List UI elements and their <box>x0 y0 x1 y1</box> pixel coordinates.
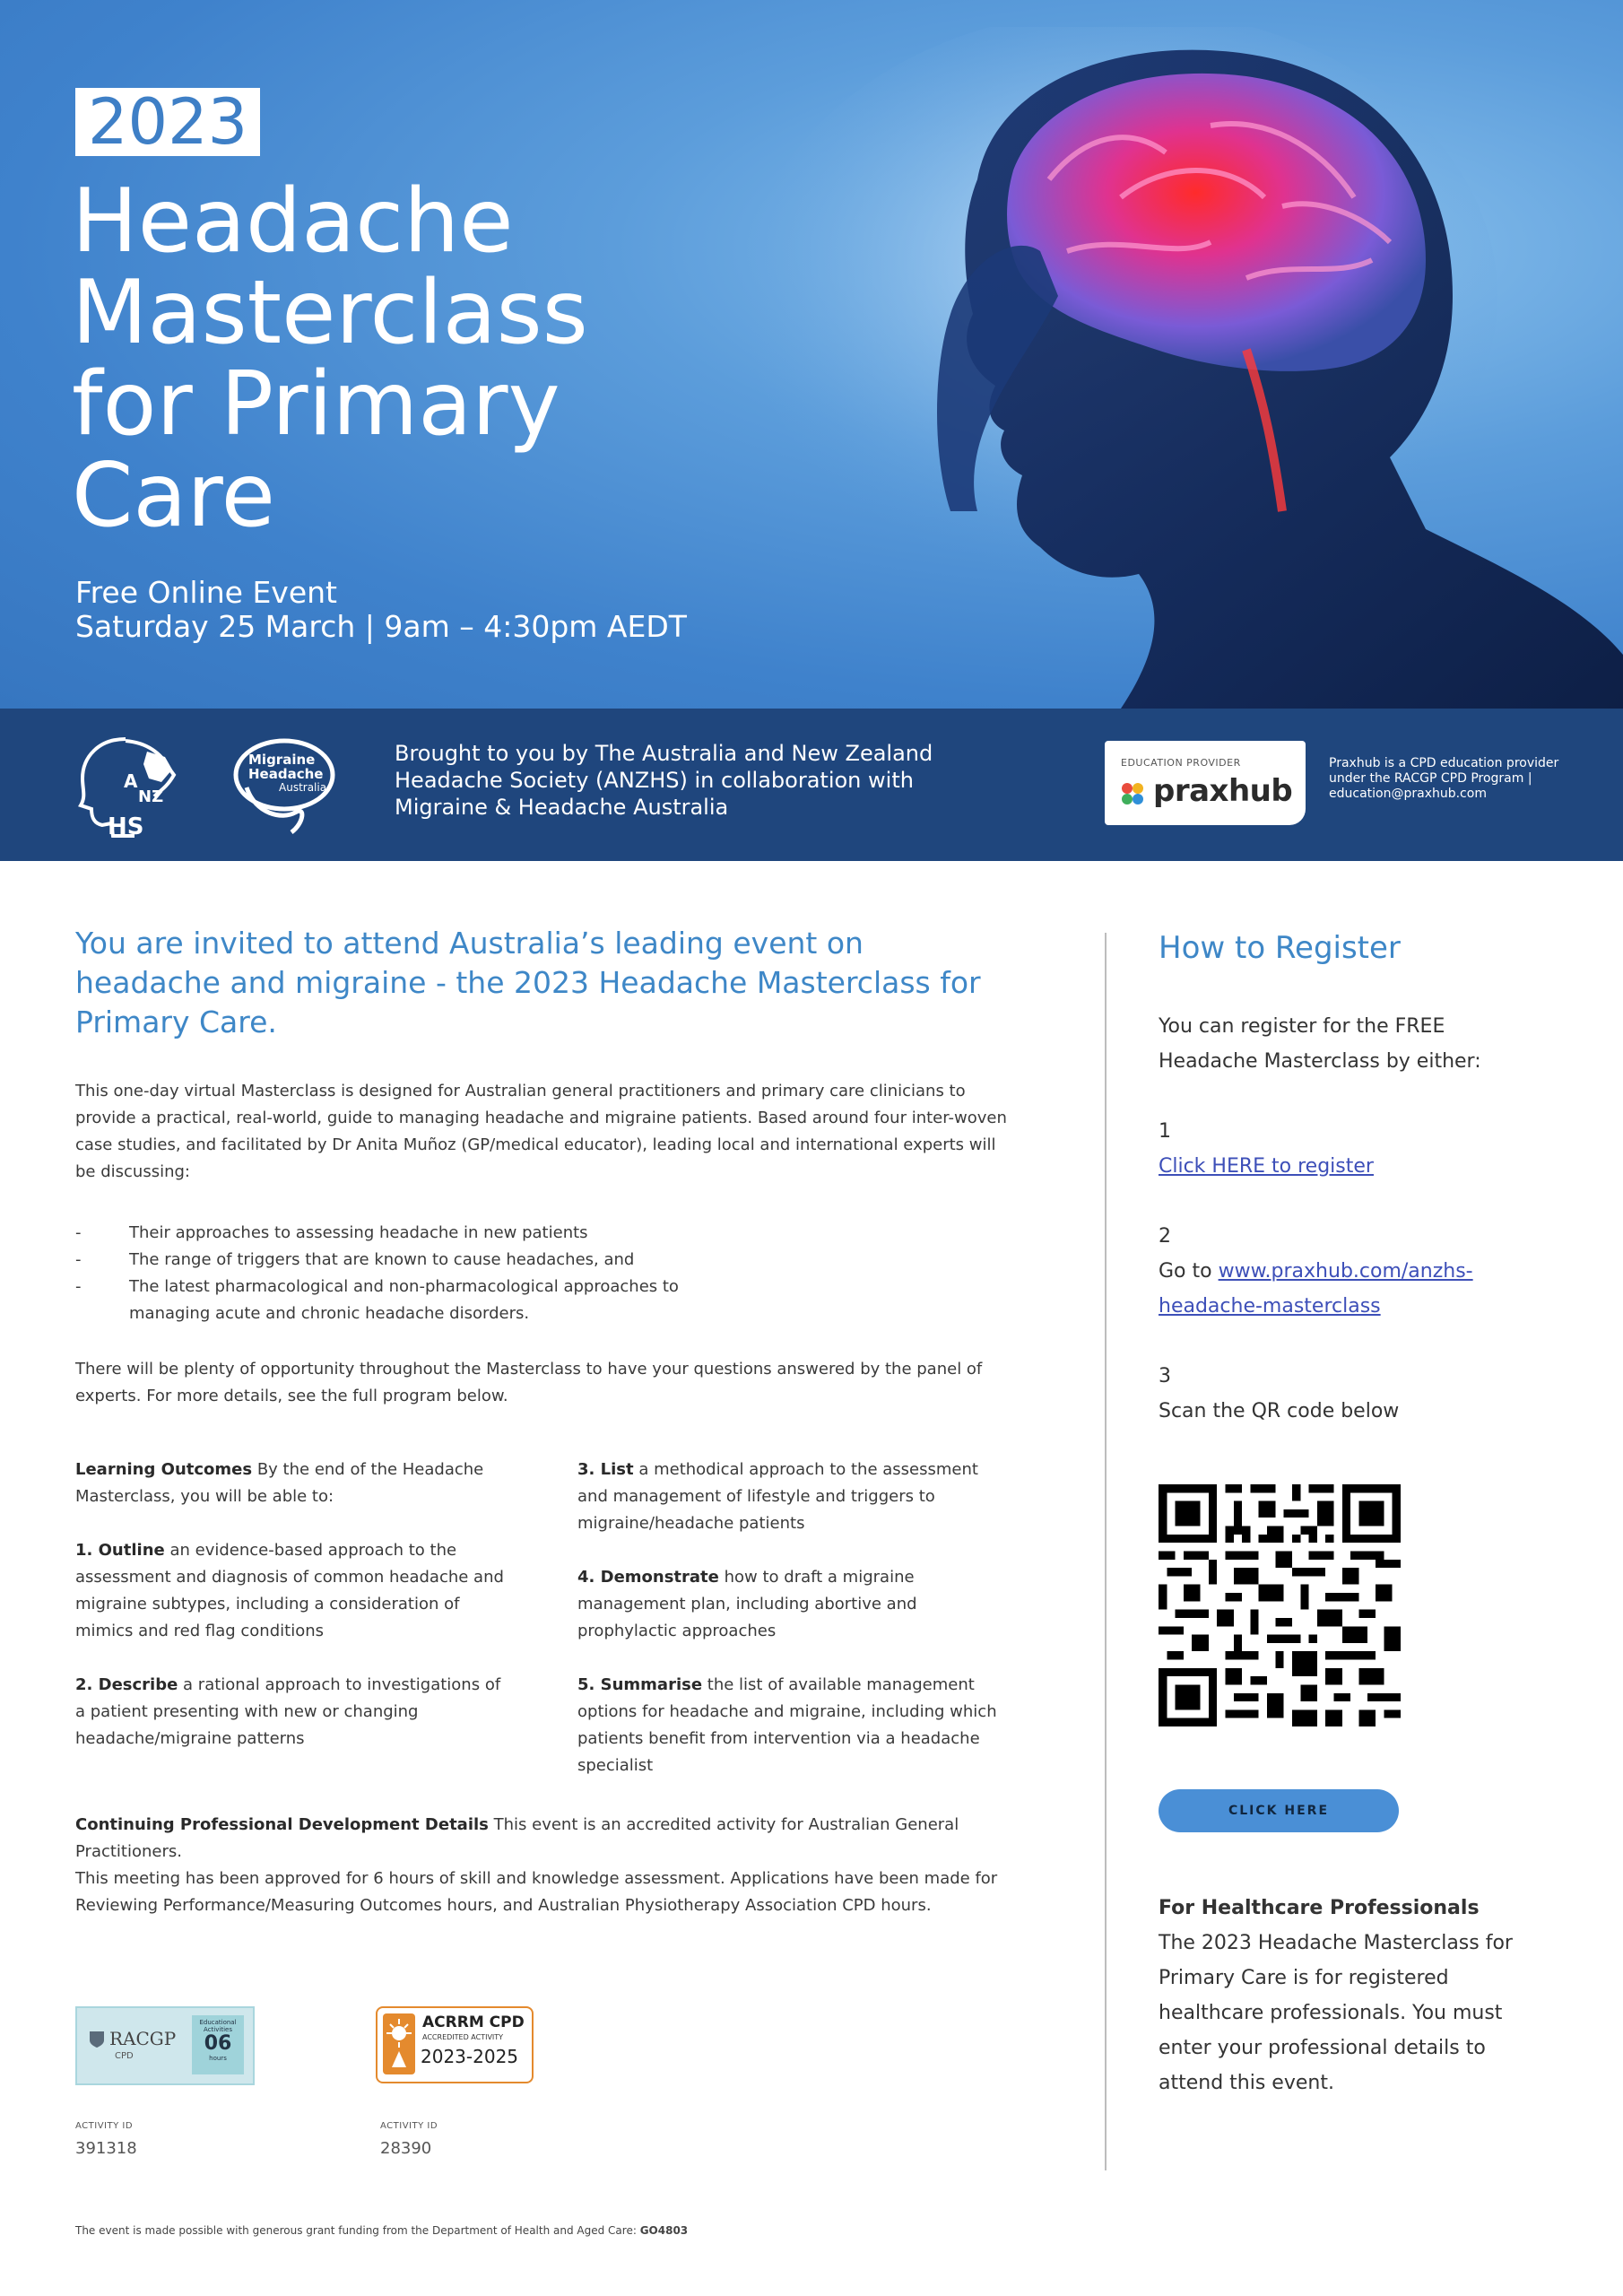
invitation-heading: You are invited to attend Australia’s leading event on headache and migraine - the 2023 Headache Masterclass for Primary Care. <box>75 926 981 1039</box>
option-1-number: 1 <box>1159 1120 1171 1143</box>
racgp-cpd-label: CPD <box>115 2051 134 2061</box>
svg-text:A: A <box>124 770 138 792</box>
cpd-approval-text: This meeting has been approved for 6 hours of skill and knowledge assessment. Applications have been made for Reviewing Performance/Measuring Outcomes hours, and Australian Physiotherapy Association CPD hours. <box>75 1869 998 1915</box>
svg-text:Migraine: Migraine <box>248 752 316 768</box>
svg-text:NZ: NZ <box>138 787 164 806</box>
discussion-list <box>75 1220 757 1327</box>
acrrm-years: 2023-2025 <box>421 2046 519 2067</box>
acrrm-sun-icon <box>383 2013 415 2074</box>
grant-id: GO4803 <box>639 2224 689 2237</box>
event-date-time: Saturday 25 March | 9am – 4:30pm AEDT <box>75 609 687 644</box>
cpd-details: Continuing Professional Development Details This event is an accredited activity for Australian General Practitioners. <box>75 1815 959 1861</box>
acrrm-cpd-badge <box>376 2006 534 2083</box>
praxhub-url-link[interactable]: www.praxhub.com/anzhs-headache-masterclass <box>1159 1260 1473 1318</box>
event-details <box>75 576 687 644</box>
option-3-number: 3 <box>1159 1365 1171 1387</box>
praxhub-brand: praxhub <box>1153 773 1293 809</box>
outcomes-column-left <box>75 1457 515 1779</box>
outcome-2: 2. Describe a rational approach to investigations of a patient presenting with new or changing headache/migraine patterns <box>75 1675 501 1748</box>
funding-note: The event is made possible with generous grant funding from the Department of Health and Aged Care: GO4803 <box>75 2224 689 2237</box>
outcome-4: 4. Demonstrate how to draft a migraine management plan, including abortive and prophylactic approaches <box>577 1568 917 1640</box>
outcome-5: 5. Summarise the list of available management options for headache and migraine, including which patients benefit from intervention via a headache specialist <box>577 1675 997 1775</box>
svg-text:Australia: Australia <box>279 781 327 794</box>
racgp-crest-icon <box>86 2028 108 2049</box>
qr-code[interactable] <box>1159 1484 1401 1726</box>
racgp-brand: RACGP <box>109 2028 177 2049</box>
title-line-4: Care <box>72 445 275 547</box>
praxhub-note: Praxhub is a CPD education provider under the RACGP CPD Program | education@praxhub.com <box>1329 756 1559 801</box>
acrrm-title: ACRRM CPD <box>422 2013 525 2031</box>
register-here-link[interactable]: Click HERE to register <box>1159 1155 1374 1178</box>
option-3-text: Scan the QR code below <box>1159 1400 1400 1422</box>
racgp-activity-id: 391318 <box>75 2139 137 2158</box>
healthcare-professionals-heading: For Healthcare Professionals <box>1159 1897 1480 1919</box>
praxhub-logo-card <box>1105 741 1306 825</box>
cpd-heading: Continuing Professional Development Details <box>75 1815 489 1834</box>
hero-banner <box>0 0 1623 709</box>
title-line-3: for Primary <box>72 353 560 456</box>
outcome-1: 1. Outline an evidence-based approach to the assessment and diagnosis of common headache and migraine subtypes, including a consideration of mimics and red flag conditions <box>75 1541 504 1640</box>
outcomes-heading: Learning Outcomes <box>75 1460 253 1479</box>
year-badge: 2023 <box>75 88 260 156</box>
head-brain-illustration <box>744 27 1623 709</box>
event-type: Free Online Event <box>75 575 337 610</box>
intro-paragraph: This one-day virtual Masterclass is designed for Australian general practitioners and primary care clinicians to provide a practical, real-world, guide to managing headache and migraine patients. Based around four inter-woven case studies, and facilitated by Dr Anita Muñoz (GP/medical educator), leading local and international experts will be discussing: <box>75 1082 1007 1181</box>
outcome-3: 3. List a methodical approach to the assessment and management of lifestyle and triggers to migraine/headache patients <box>577 1460 978 1533</box>
racgp-hours-box: Educational Activities 06 hours <box>192 2015 244 2074</box>
anzhs-logo <box>72 734 188 839</box>
option-2-number: 2 <box>1159 1225 1171 1248</box>
svg-text:HS: HS <box>108 813 144 839</box>
column-divider <box>1105 933 1107 2170</box>
register-intro: You can register for the FREE Headache Masterclass by either: <box>1159 1015 1481 1073</box>
education-provider-label: EDUCATION PROVIDER <box>1121 757 1241 769</box>
page-title <box>72 170 717 547</box>
migraine-headache-australia-logo <box>229 734 345 839</box>
title-line-1: Headache <box>72 170 514 273</box>
list-item: - The range of triggers that are known to cause headaches, and <box>75 1247 757 1274</box>
outcomes-column-right <box>577 1457 1008 1806</box>
acrrm-activity-label: ACTIVITY ID <box>380 2121 438 2131</box>
register-heading: How to Register <box>1159 930 1401 966</box>
acrrm-activity-id: 28390 <box>380 2139 432 2158</box>
healthcare-professionals-text: The 2023 Headache Masterclass for Primary Care is for registered healthcare professionals. You must enter your professional details to attend this event. <box>1159 1932 1513 2094</box>
list-item: - Their approaches to assessing headache in new patients <box>75 1220 757 1247</box>
svg-text:Headache: Headache <box>248 766 324 782</box>
list-item: - The latest pharmacological and non-pharmacological approaches to managing acute and chronic headache disorders. <box>75 1274 757 1327</box>
racgp-activity-label: ACTIVITY ID <box>75 2121 134 2131</box>
collaboration-text: Brought to you by The Australia and New Zealand Headache Society (ANZHS) in collaboration with Migraine & Headache Australia <box>395 741 933 820</box>
option-2-text: Go to www.praxhub.com/anzhs-headache-masterclass <box>1159 1260 1473 1318</box>
racgp-hours: 06 <box>204 2032 232 2055</box>
acrrm-sub: ACCREDITED ACTIVITY <box>422 2033 504 2041</box>
title-line-2: Masterclass <box>72 262 588 364</box>
click-here-button[interactable]: CLICK HERE <box>1159 1789 1399 1832</box>
outcomes-intro: Learning Outcomes By the end of the Headache Masterclass, you will be able to: <box>75 1460 484 1506</box>
racgp-cpd-badge <box>75 2006 255 2085</box>
followup-paragraph: There will be plenty of opportunity throughout the Masterclass to have your questions answered by the panel of experts. For more details, see the full program below. <box>75 1360 983 1405</box>
praxhub-flower-icon <box>1119 780 1146 807</box>
